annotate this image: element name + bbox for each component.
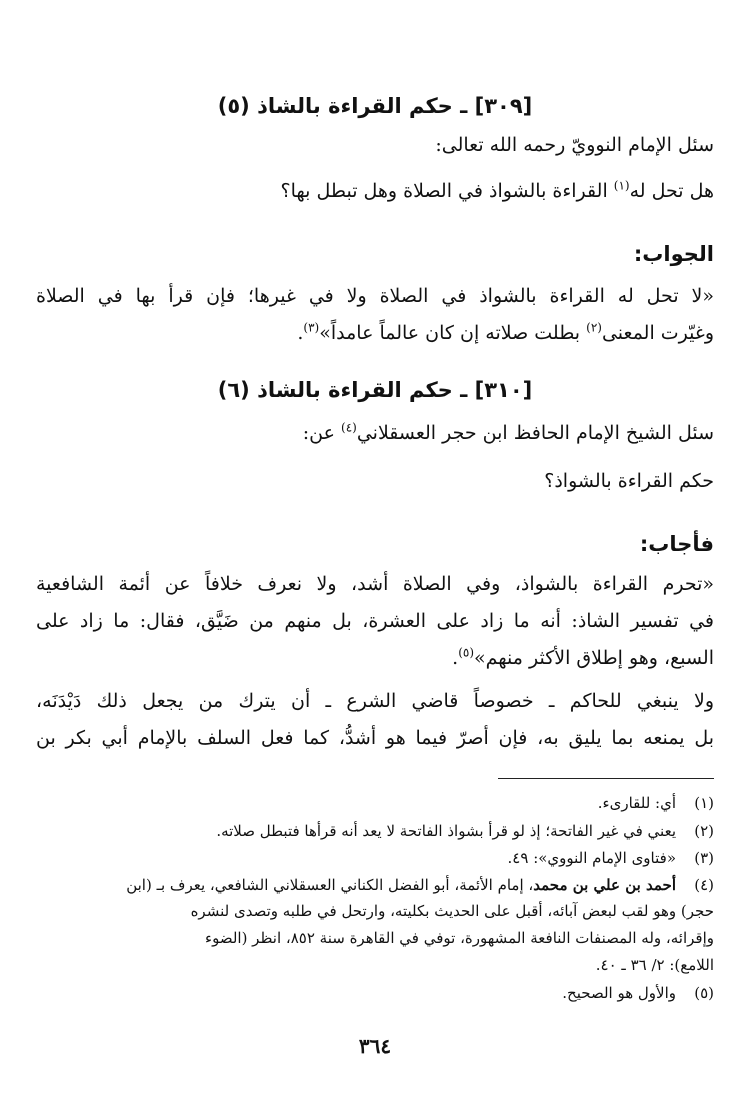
question-1: هل تحل له$^{(١)}$ القراءة بالشواذ في الصلاة وهل تبطل بها؟ xyxy=(280,178,714,202)
footnote-ref-4: (٤) xyxy=(341,420,357,435)
footnote-ref-1: (١) xyxy=(613,178,630,193)
answer-2-line-3: السبع، وهو إطلاق الأكثر منهم»$^{(٥)}$. xyxy=(452,645,714,669)
answer-1-line-2: وغيّرت المعنى$^{(٢)}$ بطلت صلاته إن كان عالماً عامداً»$^{(٣)}$. xyxy=(297,320,714,344)
section-heading-310: [٣١٠] ـ حكم القراءة بالشاذ (٦) xyxy=(217,378,533,402)
answer-2-line-2: في تفسير الشاذ: أنه ما زاد على العشرة، بل منهم من ضَيَّق، فقال: ما زاد على xyxy=(36,610,714,632)
answer-label-2: فأجاب: xyxy=(639,532,714,556)
footnote-divider xyxy=(498,778,714,779)
book-page: [٣٠٩] ـ حكم القراءة بالشاذ (٥) سئل الإمام النوويّ رحمه الله تعالى: هل تحل له$^{(١)}$ القراءة بالشواذ في الصلاة وهل تبطل بها؟ الجواب: «لا تحل له القراءة بالشواذ في الصلاة ولا في غيرها؛ فإن قرأ بها في الصلاة وغيّرت المعنى$^{(٢)}$ بطلت صلاته إن كان عالماً عامداً»$^{(٣)}$. [٣١٠] ـ حكم القراءة بالشاذ (٦) سئل الشيخ الإمام الحافظ ابن حجر العسقلاني$^{(٤)}$ عن: حكم القراءة بالشواذ؟ فأجاب: «تحرم القراءة بالشواذ، وفي الصلاة أشد، ولا نعرف خلافاً عن أئمة الشافعية في تفسير الشاذ: أنه ما زاد على العشرة، بل منهم من ضَيَّق، فقال: ما زاد على السبع، وهو إطلاق الأكثر منهم»$^{(٥)}$. ولا ينبغي للحاكم ـ خصوصاً قاضي الشرع ـ أن يترك من يجعل ذلك دَيْدَنَه، بل يمنعه بما يليق به، فإن أصرّ فيما هو أشدُّ، كما فعل السلف بالإمام أبي بكر بن (١) أي: للقارىء. (٢) يعني في غير الفاتحة؛ إذ لو قرأ بشواذ الفاتحة لا يعد أنه قرأها فتبطل صلاته. (٣) «فتاوى الإمام النووي»: ٤٩. (٤) أحمد بن علي بن محمد، إمام الأئمة، أبو الفضل الكناني العسقلاني الشافعي، يعرف بـ (ابن حجر) وهو لقب لبعض آبائه، أقبل على الحديث بكليته، وارتحل في طلبه وتصدى لنشره وإقرائه، وله المصنفات النافعة المشهورة، توفي في القاهرة سنة ٨٥٢، انظر (الضوء اللامع): ٢/ ٣٦ ـ ٤٠. (٥) والأول هو الصحيح. ٣٦٤ xyxy=(36,94,714,1058)
footnote-ref-5: (٥) xyxy=(458,645,475,660)
answer-2-line-1: «تحرم القراءة بالشواذ، وفي الصلاة أشد، ولا نعرف خلافاً عن أئمة الشافعية xyxy=(36,573,714,595)
section-heading-309: [٣٠٩] ـ حكم القراءة بالشاذ (٥) xyxy=(217,94,533,118)
paragraph-line-2: بل يمنعه بما يليق به، فإن أصرّ فيما هو أشدُّ، كما فعل السلف بالإمام أبي بكر بن xyxy=(36,727,714,749)
footnote-ref-3: (٣) xyxy=(303,320,320,335)
question-intro-1: سئل الإمام النوويّ رحمه الله تعالى: xyxy=(435,134,714,156)
question-2: حكم القراءة بالشواذ؟ xyxy=(544,470,714,492)
paragraph-line-1: ولا ينبغي للحاكم ـ خصوصاً قاضي الشرع ـ أن يترك من يجعل ذلك دَيْدَنَه، xyxy=(36,690,714,712)
question-intro-2: سئل الشيخ الإمام الحافظ ابن حجر العسقلاني$^{(٤)}$ عن: xyxy=(302,420,714,444)
answer-label-1: الجواب: xyxy=(633,242,714,266)
page-number: ٣٦٤ xyxy=(358,1034,392,1058)
footnote-ref-2: (٢) xyxy=(586,320,602,335)
answer-1-line-1: «لا تحل له القراءة بالشواذ في الصلاة ولا في غيرها؛ فإن قرأ بها في الصلاة xyxy=(36,285,714,307)
